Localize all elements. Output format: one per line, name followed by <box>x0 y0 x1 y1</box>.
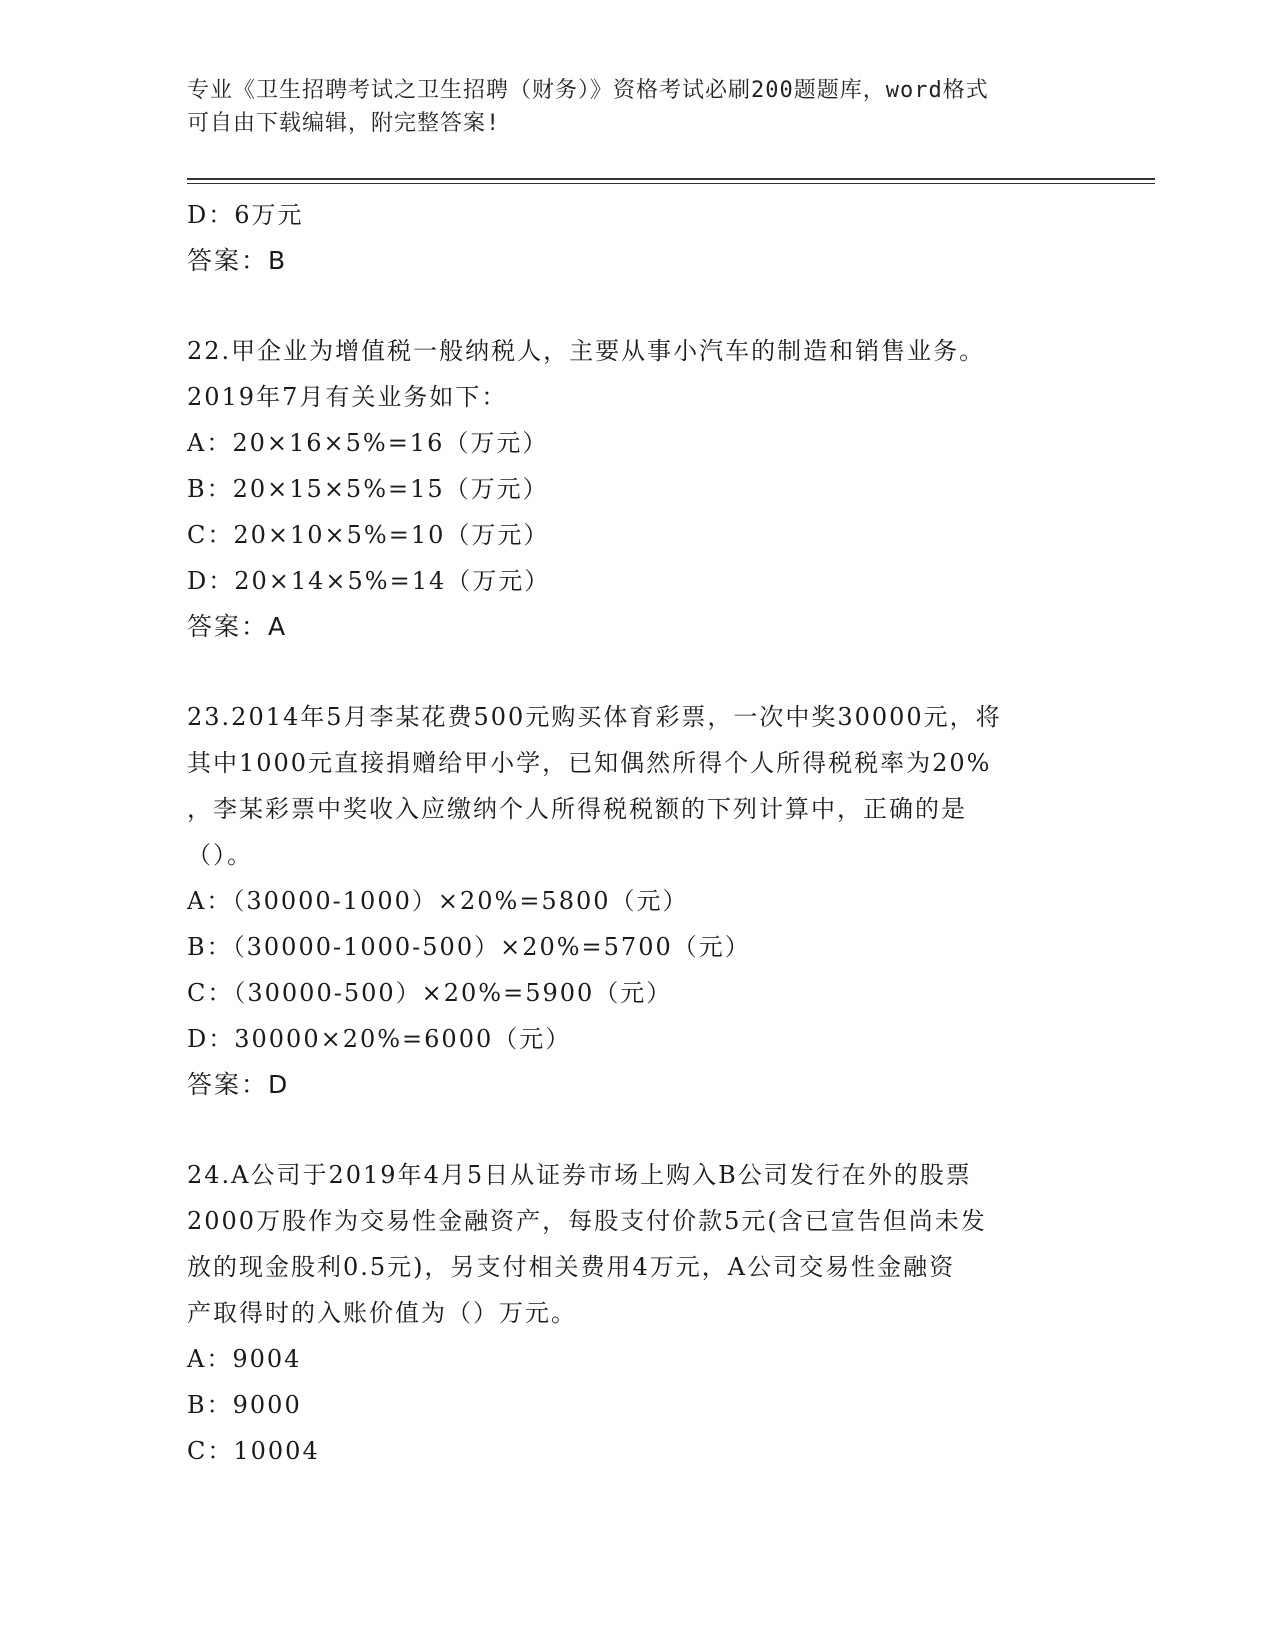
header-rule-thick <box>187 178 1155 180</box>
header-line-1: 专业《卫生招聘考试之卫生招聘（财务）》资格考试必刷200题题库，word格式 <box>187 78 989 103</box>
option-a: A：（30000-1000）×20%=5800（元） <box>187 887 689 915</box>
option-b: B：（30000-1000-500）×20%=5700（元） <box>187 933 751 961</box>
question-stem-line: 2019年7月有关业务如下： <box>187 383 508 411</box>
question-24 <box>187 1152 1087 1474</box>
spacer <box>187 1108 1087 1152</box>
option-d: D：30000×20%=6000（元） <box>187 1025 572 1053</box>
option-a: A：20×16×5%=16（万元） <box>187 429 549 457</box>
question-23 <box>187 694 1087 1108</box>
spacer <box>187 650 1087 694</box>
answer: 答案：D <box>187 1070 290 1099</box>
answer: 答案：A <box>187 612 288 641</box>
option-c: C：10004 <box>187 1437 320 1465</box>
spacer <box>187 284 1087 328</box>
option-c: C：20×10×5%=10（万元） <box>187 521 550 549</box>
question-content <box>187 192 1087 1474</box>
option-b: B：20×15×5%=15（万元） <box>187 475 549 503</box>
option-b: B：9000 <box>187 1391 302 1419</box>
question-stem-line: ，李某彩票中奖收入应缴纳个人所得税税额的下列计算中，正确的是 <box>187 795 967 823</box>
option-a: A：9004 <box>187 1345 302 1373</box>
question-stem-line: 2000万股作为交易性金融资产，每股支付价款5元(含已宣告但尚未发 <box>187 1207 987 1235</box>
option-c: C：（30000-500）×20%=5900（元） <box>187 979 673 1007</box>
document-header <box>187 74 1087 140</box>
question-stem-line: （）。 <box>187 841 253 869</box>
option-d: D：6万元 <box>187 201 304 229</box>
question-stem-line: 22.甲企业为增值税一般纳税人，主要从事小汽车的制造和销售业务。 <box>187 337 986 365</box>
option-d: D：20×14×5%=14（万元） <box>187 567 551 595</box>
answer: 答案：B <box>187 246 288 275</box>
question-stem-line: 23.2014年5月李某花费500元购买体育彩票，一次中奖30000元，将 <box>187 703 1002 731</box>
question-stem-line: 其中1000元直接捐赠给甲小学，已知偶然所得个人所得税税率为20% <box>187 749 992 777</box>
question-stem-line: 产取得时的入账价值为（）万元。 <box>187 1299 577 1327</box>
header-line-2: 可自由下载编辑，附完整答案! <box>187 111 501 136</box>
question-stem-line: 24.A公司于2019年4月5日从证券市场上购入B公司发行在外的股票 <box>187 1161 972 1189</box>
question-stem-line: 放的现金股利0.5元)，另支付相关费用4万元，A公司交易性金融资 <box>187 1253 956 1281</box>
question-22 <box>187 328 1087 650</box>
header-rule-thin <box>187 183 1155 184</box>
